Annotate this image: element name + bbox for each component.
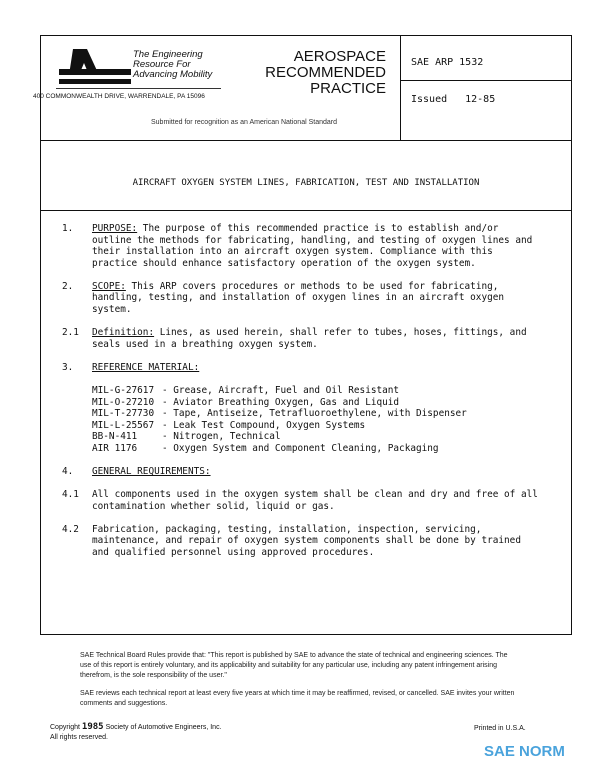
submitted-note: Submitted for recognition as an American National Standard bbox=[151, 119, 337, 126]
reference-item: BB-N-411 - Nitrogen, Technical bbox=[92, 431, 281, 443]
reference-item: MIL-L-25567 - Leak Test Compound, Oxygen Systems bbox=[92, 419, 366, 431]
reference-item: AIR 1176 - Oxygen System and Component Cleaning, Packaging bbox=[92, 442, 439, 454]
header-right bbox=[401, 36, 572, 141]
reference-item: MIL-O-27210 - Aviator Breathing Oxygen, Gas and Liquid bbox=[92, 396, 400, 408]
sae-logo bbox=[59, 49, 131, 87]
doc-title: AIRCRAFT OXYGEN SYSTEM LINES, FABRICATION, TEST AND INSTALLATION bbox=[41, 141, 571, 211]
section-general: 4. GENERAL REQUIREMENTS: bbox=[62, 466, 211, 477]
document-body bbox=[62, 223, 542, 570]
tagline: The Engineering Resource For Advancing Mobility bbox=[133, 49, 213, 80]
issued: Issued 12-85 bbox=[411, 94, 496, 105]
section-purpose: 1. PURPOSE: The purpose of this recommended practice is to establish and/or outline the methods for fabricating, handling, and testing of oxygen lines and their installation into an aircraft oxygen system. Compliance with this practice should enhance satisfactory operation of the oxygen system. bbox=[62, 223, 533, 269]
footer-notes bbox=[80, 651, 520, 709]
watermark: SAE NORM bbox=[484, 743, 565, 760]
board-rules: SAE Technical Board Rules provide that: "This report is published by SAE to advance the state of technical and engineering sciences. The use of this report is entirely voluntary, and its applicability and suitability for any particular use, including any patent infringement arising therefrom, is the sole responsibility of the user." bbox=[80, 652, 508, 679]
copyright: Copyright 1985 Society of Automotive Engineers, Inc. All rights reserved. bbox=[50, 722, 222, 741]
reference-item: MIL-G-27617 - Grease, Aircraft, Fuel and Oil Resistant bbox=[92, 384, 400, 396]
review-note: SAE reviews each technical report at least every five years at which time it may be reaffirmed, revised, or cancelled. SAE invites your written comments and suggestions. bbox=[80, 690, 515, 707]
section-4-2: 4.2 Fabrication, packaging, testing, installation, inspection, servicing, maintenance, and repair of oxygen system components shall be done by trained and qualified personnel using approved procedures. bbox=[62, 523, 521, 558]
doc-type-title: AEROSPACE RECOMMENDED PRACTICE bbox=[265, 48, 386, 97]
reference-item: MIL-T-27730 - Tape, Antiseize, Tetrafluoroethylene, with Dispenser bbox=[92, 408, 467, 420]
divider bbox=[56, 88, 221, 89]
section-reference: 3. REFERENCE MATERIAL: bbox=[62, 361, 200, 373]
doc-number: SAE ARP 1532 bbox=[401, 36, 572, 81]
section-definition: 2.1 Definition: Lines, as used herein, shall refer to tubes, hoses, fittings, and seals used in a breathing oxygen system. bbox=[62, 327, 527, 350]
header-left bbox=[33, 36, 401, 141]
section-4-1: 4.1 All components used in the oxygen system shall be clean and dry and free of all contamination whether solid, liquid or gas. bbox=[62, 489, 538, 512]
section-scope: 2. SCOPE: This ARP covers procedures or methods to be used for fabricating, handling, testing, and installation of oxygen lines in an aircraft oxygen system. bbox=[62, 280, 505, 316]
printed-in: Printed in U.S.A. bbox=[474, 725, 526, 732]
address: 400 COMMONWEALTH DRIVE, WARRENDALE, PA 15096 bbox=[33, 93, 205, 100]
reference-list bbox=[62, 385, 542, 455]
